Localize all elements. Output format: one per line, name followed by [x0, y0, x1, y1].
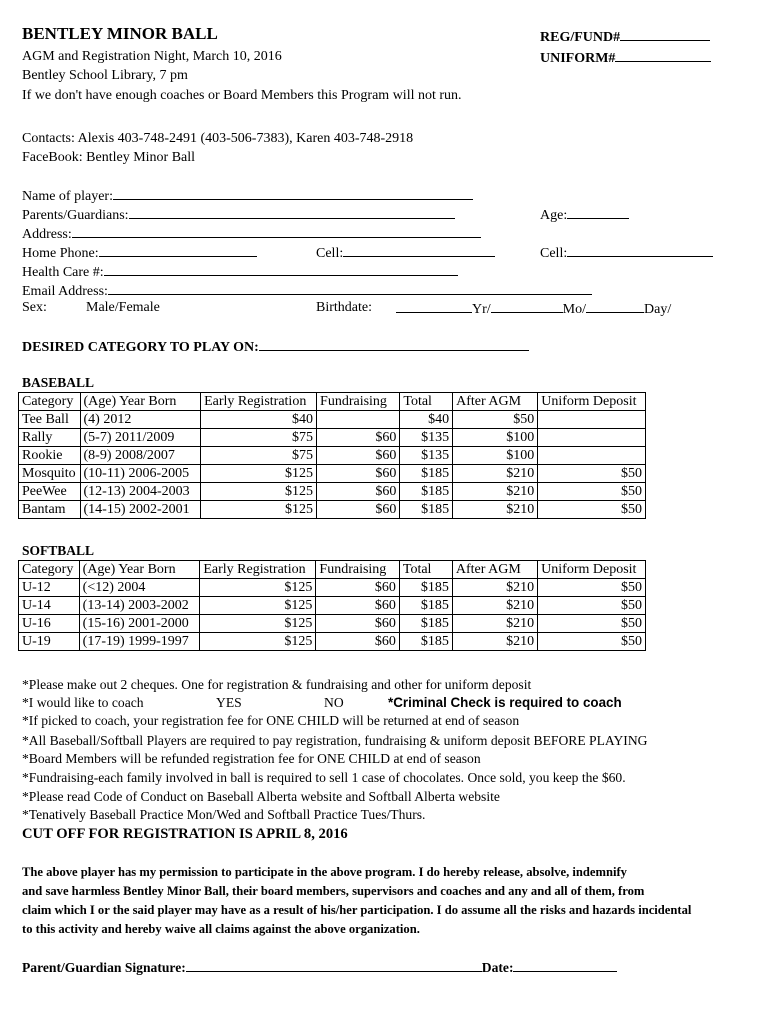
baseball-header-age-year: (Age) Year Born: [80, 393, 201, 411]
baseball-header-early-registration: Early Registration: [201, 393, 317, 411]
baseball-header-total: Total: [400, 393, 453, 411]
cell-line-2[interactable]: [567, 244, 713, 257]
softball-cell-fundraising: $60: [316, 615, 399, 633]
softball-cell-fundraising: $60: [316, 633, 399, 651]
softball-cell-uniform-deposit: $50: [538, 633, 646, 651]
cutoff-notice: CUT OFF FOR REGISTRATION IS APRIL 8, 2016: [22, 826, 348, 842]
softball-cell-uniform-deposit: $50: [538, 615, 646, 633]
baseball-cell-early-registration: $125: [201, 465, 317, 483]
note-board-refund: *Board Members will be refunded registration fee for ONE CHILD at end of season: [22, 751, 481, 766]
baseball-cell-fundraising: [317, 411, 400, 429]
date-label: Date:: [481, 960, 514, 975]
baseball-cell-early-registration: $75: [201, 429, 317, 447]
parents-label: Parents/Guardians:: [22, 208, 129, 223]
softball-cell-after-agm: $210: [452, 633, 537, 651]
baseball-cell-age-year: (4) 2012: [80, 411, 201, 429]
baseball-cell-after-agm: $100: [453, 447, 538, 465]
health-care-field: [22, 263, 458, 281]
baseball-cell-category: Bantam: [19, 501, 81, 519]
softball-cell-early-registration: $125: [200, 597, 316, 615]
softball-cell-age-year: (13-14) 2003-2002: [79, 597, 200, 615]
softball-cell-age-year: (17-19) 1999-1997: [79, 633, 200, 651]
signature-line[interactable]: [186, 959, 482, 972]
softball-cell-total: $185: [399, 615, 452, 633]
note-coach-refund: *If picked to coach, your registration fee for ONE CHILD will be returned at end of season: [22, 713, 520, 728]
baseball-cell-age-year: (10-11) 2006-2005: [80, 465, 201, 483]
health-care-line[interactable]: [104, 263, 458, 276]
age-label: Age:: [540, 208, 568, 223]
baseball-cell-category: Mosquito: [19, 465, 81, 483]
signature-field: [22, 959, 617, 976]
softball-header-after-agm: After AGM: [452, 561, 537, 579]
softball-cell-after-agm: $210: [452, 579, 537, 597]
table-row: [19, 429, 646, 447]
baseball-cell-uniform-deposit: $50: [538, 483, 646, 501]
baseball-cell-category: Tee Ball: [19, 411, 81, 429]
baseball-header-fundraising: Fundraising: [317, 393, 400, 411]
softball-cell-early-registration: $125: [200, 615, 316, 633]
baseball-cell-early-registration: $125: [201, 483, 317, 501]
cell-label-1: Cell:: [316, 246, 344, 261]
home-phone-label: Home Phone:: [22, 246, 99, 261]
baseball-cell-total: $185: [400, 465, 453, 483]
address-field: [22, 225, 481, 243]
baseball-cell-fundraising: $60: [317, 429, 400, 447]
softball-cell-early-registration: $125: [200, 579, 316, 597]
softball-cell-uniform-deposit: $50: [538, 597, 646, 615]
location-line: Bentley School Library, 7 pm: [22, 68, 188, 83]
baseball-cell-after-agm: $210: [453, 483, 538, 501]
softball-heading: SOFTBALL: [22, 543, 95, 558]
email-field: [22, 282, 592, 300]
baseball-cell-uniform-deposit: $50: [538, 501, 646, 519]
waiver-line-2: and save harmless Bentley Minor Ball, their board members, supervisors and coaches and any and all of them, from: [22, 884, 645, 898]
table-row: [19, 633, 646, 651]
coach-no-option[interactable]: NO: [324, 695, 344, 710]
table-row: [19, 501, 646, 519]
warning-line: If we don't have enough coaches or Board Members this Program will not run.: [22, 88, 462, 103]
table-row: [19, 579, 646, 597]
note-coach-label: *I would like to coach: [22, 695, 144, 710]
softball-cell-category: U-14: [19, 597, 80, 615]
note-code-of-conduct: *Please read Code of Conduct on Baseball Alberta website and Softball Alberta website: [22, 789, 500, 804]
uniform-field: [540, 49, 711, 67]
softball-header-age-year: (Age) Year Born: [79, 561, 200, 579]
softball-cell-uniform-deposit: $50: [538, 579, 646, 597]
age-field: [540, 206, 629, 224]
baseball-cell-uniform-deposit: [538, 429, 646, 447]
day-label: Day/: [644, 302, 672, 317]
softball-cell-category: U-16: [19, 615, 80, 633]
birth-year-line[interactable]: [396, 300, 472, 313]
age-line[interactable]: [567, 206, 629, 219]
table-row: [19, 483, 646, 501]
cell-line-1[interactable]: [343, 244, 495, 257]
desired-category-label: DESIRED CATEGORY TO PLAY ON:: [22, 340, 259, 355]
name-line[interactable]: [113, 187, 473, 200]
reg-fund-field: [540, 28, 710, 46]
baseball-cell-uniform-deposit: [538, 411, 646, 429]
baseball-cell-fundraising: $60: [317, 501, 400, 519]
baseball-cell-uniform-deposit: $50: [538, 465, 646, 483]
baseball-cell-early-registration: $75: [201, 447, 317, 465]
cell-field-2: [540, 244, 713, 262]
baseball-header-row: [19, 393, 646, 411]
table-row: [19, 615, 646, 633]
baseball-cell-age-year: (14-15) 2002-2001: [80, 501, 201, 519]
softball-cell-age-year: (15-16) 2001-2000: [79, 615, 200, 633]
birth-month-line[interactable]: [491, 300, 563, 313]
note-practice-schedule: *Tenatively Baseball Practice Mon/Wed and Softball Practice Tues/Thurs.: [22, 807, 426, 822]
name-label: Name of player:: [22, 189, 113, 204]
softball-cell-total: $185: [399, 597, 452, 615]
desired-category-field: [22, 338, 529, 356]
baseball-header-uniform-deposit: Uniform Deposit: [538, 393, 646, 411]
softball-cell-category: U-19: [19, 633, 80, 651]
reg-fund-label: REG/FUND#: [540, 30, 621, 45]
address-line[interactable]: [72, 225, 481, 238]
name-field: [22, 187, 473, 205]
uniform-line[interactable]: [615, 49, 711, 62]
softball-header-row: [19, 561, 646, 579]
baseball-cell-category: PeeWee: [19, 483, 81, 501]
email-line[interactable]: [108, 282, 592, 295]
home-phone-line[interactable]: [99, 244, 257, 257]
waiver-line-3: claim which I or the said player may have as a result of his/her participation. I do assume all the risks and hazards incidental: [22, 903, 692, 917]
table-row: [19, 447, 646, 465]
softball-cell-total: $185: [399, 579, 452, 597]
uniform-label: UNIFORM#: [540, 51, 616, 66]
baseball-cell-age-year: (12-13) 2004-2003: [80, 483, 201, 501]
note-cheques: *Please make out 2 cheques. One for registration & fundraising and other for uniform deposit: [22, 677, 532, 692]
baseball-cell-category: Rally: [19, 429, 81, 447]
note-payment-required: *All Baseball/Softball Players are required to pay registration, fundraising & uniform deposit BEFORE PLAYING: [22, 733, 648, 748]
table-row: [19, 465, 646, 483]
facebook-line: FaceBook: Bentley Minor Ball: [22, 150, 196, 165]
baseball-cell-after-agm: $50: [453, 411, 538, 429]
event-line: AGM and Registration Night, March 10, 2016: [22, 49, 282, 64]
baseball-cell-total: $40: [400, 411, 453, 429]
softball-cell-early-registration: $125: [200, 633, 316, 651]
baseball-fee-table: [18, 392, 646, 519]
note-fundraising: *Fundraising-each family involved in ball is required to sell 1 case of chocolates. Once sold, you keep the $60.: [22, 770, 626, 785]
criminal-check-note: *Criminal Check is required to coach: [388, 695, 622, 710]
softball-header-total: Total: [399, 561, 452, 579]
health-care-label: Health Care #:: [22, 265, 104, 280]
softball-cell-total: $185: [399, 633, 452, 651]
softball-cell-age-year: (<12) 2004: [79, 579, 200, 597]
date-line[interactable]: [513, 959, 617, 972]
birth-day-line[interactable]: [586, 300, 644, 313]
reg-fund-line[interactable]: [620, 28, 710, 41]
form-title: BENTLEY MINOR BALL: [22, 24, 218, 43]
baseball-cell-fundraising: $60: [317, 465, 400, 483]
baseball-cell-age-year: (8-9) 2008/2007: [80, 447, 201, 465]
softball-header-uniform-deposit: Uniform Deposit: [538, 561, 646, 579]
desired-category-line[interactable]: [259, 338, 529, 351]
baseball-cell-early-registration: $125: [201, 501, 317, 519]
baseball-cell-fundraising: $60: [317, 483, 400, 501]
table-row: [19, 597, 646, 615]
coach-yes-option[interactable]: YES: [216, 695, 242, 710]
baseball-cell-uniform-deposit: [538, 447, 646, 465]
baseball-cell-age-year: (5-7) 2011/2009: [80, 429, 201, 447]
sex-label: Sex:: [22, 300, 47, 315]
birthdate-label: Birthdate:: [316, 300, 372, 315]
waiver-line-1: The above player has my permission to participate in the above program. I do hereby release, absolve, indemnify: [22, 865, 627, 879]
baseball-header-category: Category: [19, 393, 81, 411]
baseball-cell-after-agm: $100: [453, 429, 538, 447]
cell-label-2: Cell:: [540, 246, 568, 261]
baseball-cell-total: $135: [400, 447, 453, 465]
baseball-cell-after-agm: $210: [453, 501, 538, 519]
softball-header-category: Category: [19, 561, 80, 579]
softball-cell-fundraising: $60: [316, 579, 399, 597]
softball-cell-fundraising: $60: [316, 597, 399, 615]
parents-field: [22, 206, 455, 224]
parents-line[interactable]: [129, 206, 455, 219]
baseball-cell-early-registration: $40: [201, 411, 317, 429]
baseball-header-after-agm: After AGM: [453, 393, 538, 411]
baseball-cell-total: $185: [400, 501, 453, 519]
softball-header-early-registration: Early Registration: [200, 561, 316, 579]
softball-fee-table: [18, 560, 646, 651]
softball-cell-after-agm: $210: [452, 597, 537, 615]
yr-label: Yr/: [472, 302, 491, 317]
cell-field-1: [316, 244, 495, 262]
sex-options[interactable]: Male/Female: [86, 300, 160, 315]
birthdate-field: [396, 300, 671, 318]
contacts-line: Contacts: Alexis 403-748-2491 (403-506-7383), Karen 403-748-2918: [22, 131, 414, 146]
waiver-line-4: to this activity and hereby waive all claims against the above organization.: [22, 922, 420, 936]
home-phone-field: [22, 244, 257, 262]
baseball-cell-total: $135: [400, 429, 453, 447]
baseball-heading: BASEBALL: [22, 375, 95, 390]
email-label: Email Address:: [22, 284, 108, 299]
softball-header-fundraising: Fundraising: [316, 561, 399, 579]
mo-label: Mo/: [562, 302, 587, 317]
signature-label: Parent/Guardian Signature:: [22, 960, 186, 975]
softball-cell-category: U-12: [19, 579, 80, 597]
baseball-cell-after-agm: $210: [453, 465, 538, 483]
softball-cell-after-agm: $210: [452, 615, 537, 633]
baseball-cell-total: $185: [400, 483, 453, 501]
baseball-cell-category: Rookie: [19, 447, 81, 465]
baseball-cell-fundraising: $60: [317, 447, 400, 465]
table-row: [19, 411, 646, 429]
address-label: Address:: [22, 227, 72, 242]
